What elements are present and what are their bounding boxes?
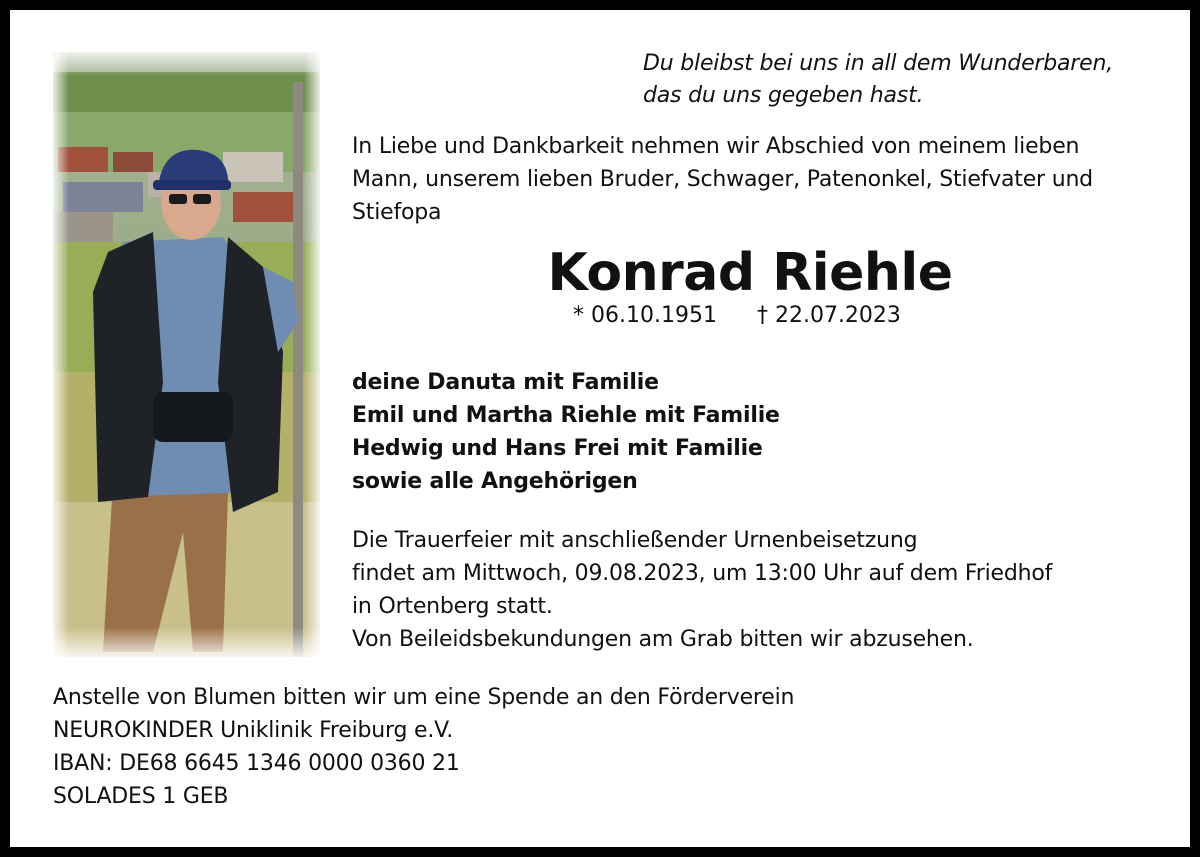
portrait-photo xyxy=(53,52,320,657)
ceremony-info xyxy=(352,524,1172,656)
donation-iban: IBAN: DE68 6645 1346 0000 0360 21 xyxy=(53,751,460,776)
motto-quote xyxy=(643,48,1183,112)
mourner-entry: deine Danuta mit Familie xyxy=(352,370,659,395)
mourner-entry: sowie alle Angehörigen xyxy=(352,469,638,494)
motto-line: das du uns gegeben hast. xyxy=(643,83,924,108)
mourner-entry: Emil und Martha Riehle mit Familie xyxy=(352,403,780,428)
mourners-list xyxy=(352,366,1152,498)
ceremony-line: Die Trauerfeier mit anschließender Urnenbeisetzung xyxy=(352,528,918,553)
ceremony-line: findet am Mittwoch, 09.08.2023, um 13:00 Uhr auf dem Friedhof xyxy=(352,561,1053,586)
donation-bic: SOLADES 1 GEB xyxy=(53,784,229,809)
ceremony-line: in Ortenberg statt. xyxy=(352,594,553,619)
birth-date: * 06.10.1951 xyxy=(573,303,717,328)
deceased-name: Konrad Riehle xyxy=(547,243,953,303)
intro-line: In Liebe und Dankbarkeit nehmen wir Abschied von meinem lieben xyxy=(352,134,1080,159)
intro-line: Stiefopa xyxy=(352,200,442,225)
ceremony-line: Von Beileidsbekundungen am Grab bitten wir abzusehen. xyxy=(352,627,974,652)
donation-info xyxy=(53,681,953,813)
mourner-entry: Hedwig und Hans Frei mit Familie xyxy=(352,436,763,461)
death-date: † 22.07.2023 xyxy=(756,303,901,328)
donation-line: NEUROKINDER Uniklinik Freiburg e.V. xyxy=(53,718,453,743)
intro-text xyxy=(352,130,1172,229)
intro-line: Mann, unserem lieben Bruder, Schwager, Patenonkel, Stiefvater und xyxy=(352,167,1093,192)
motto-line: Du bleibst bei uns in all dem Wunderbaren, xyxy=(643,51,1114,76)
life-dates xyxy=(573,300,901,332)
donation-line: Anstelle von Blumen bitten wir um eine Spende an den Förderverein xyxy=(53,685,795,710)
obituary-notice xyxy=(10,10,1190,847)
